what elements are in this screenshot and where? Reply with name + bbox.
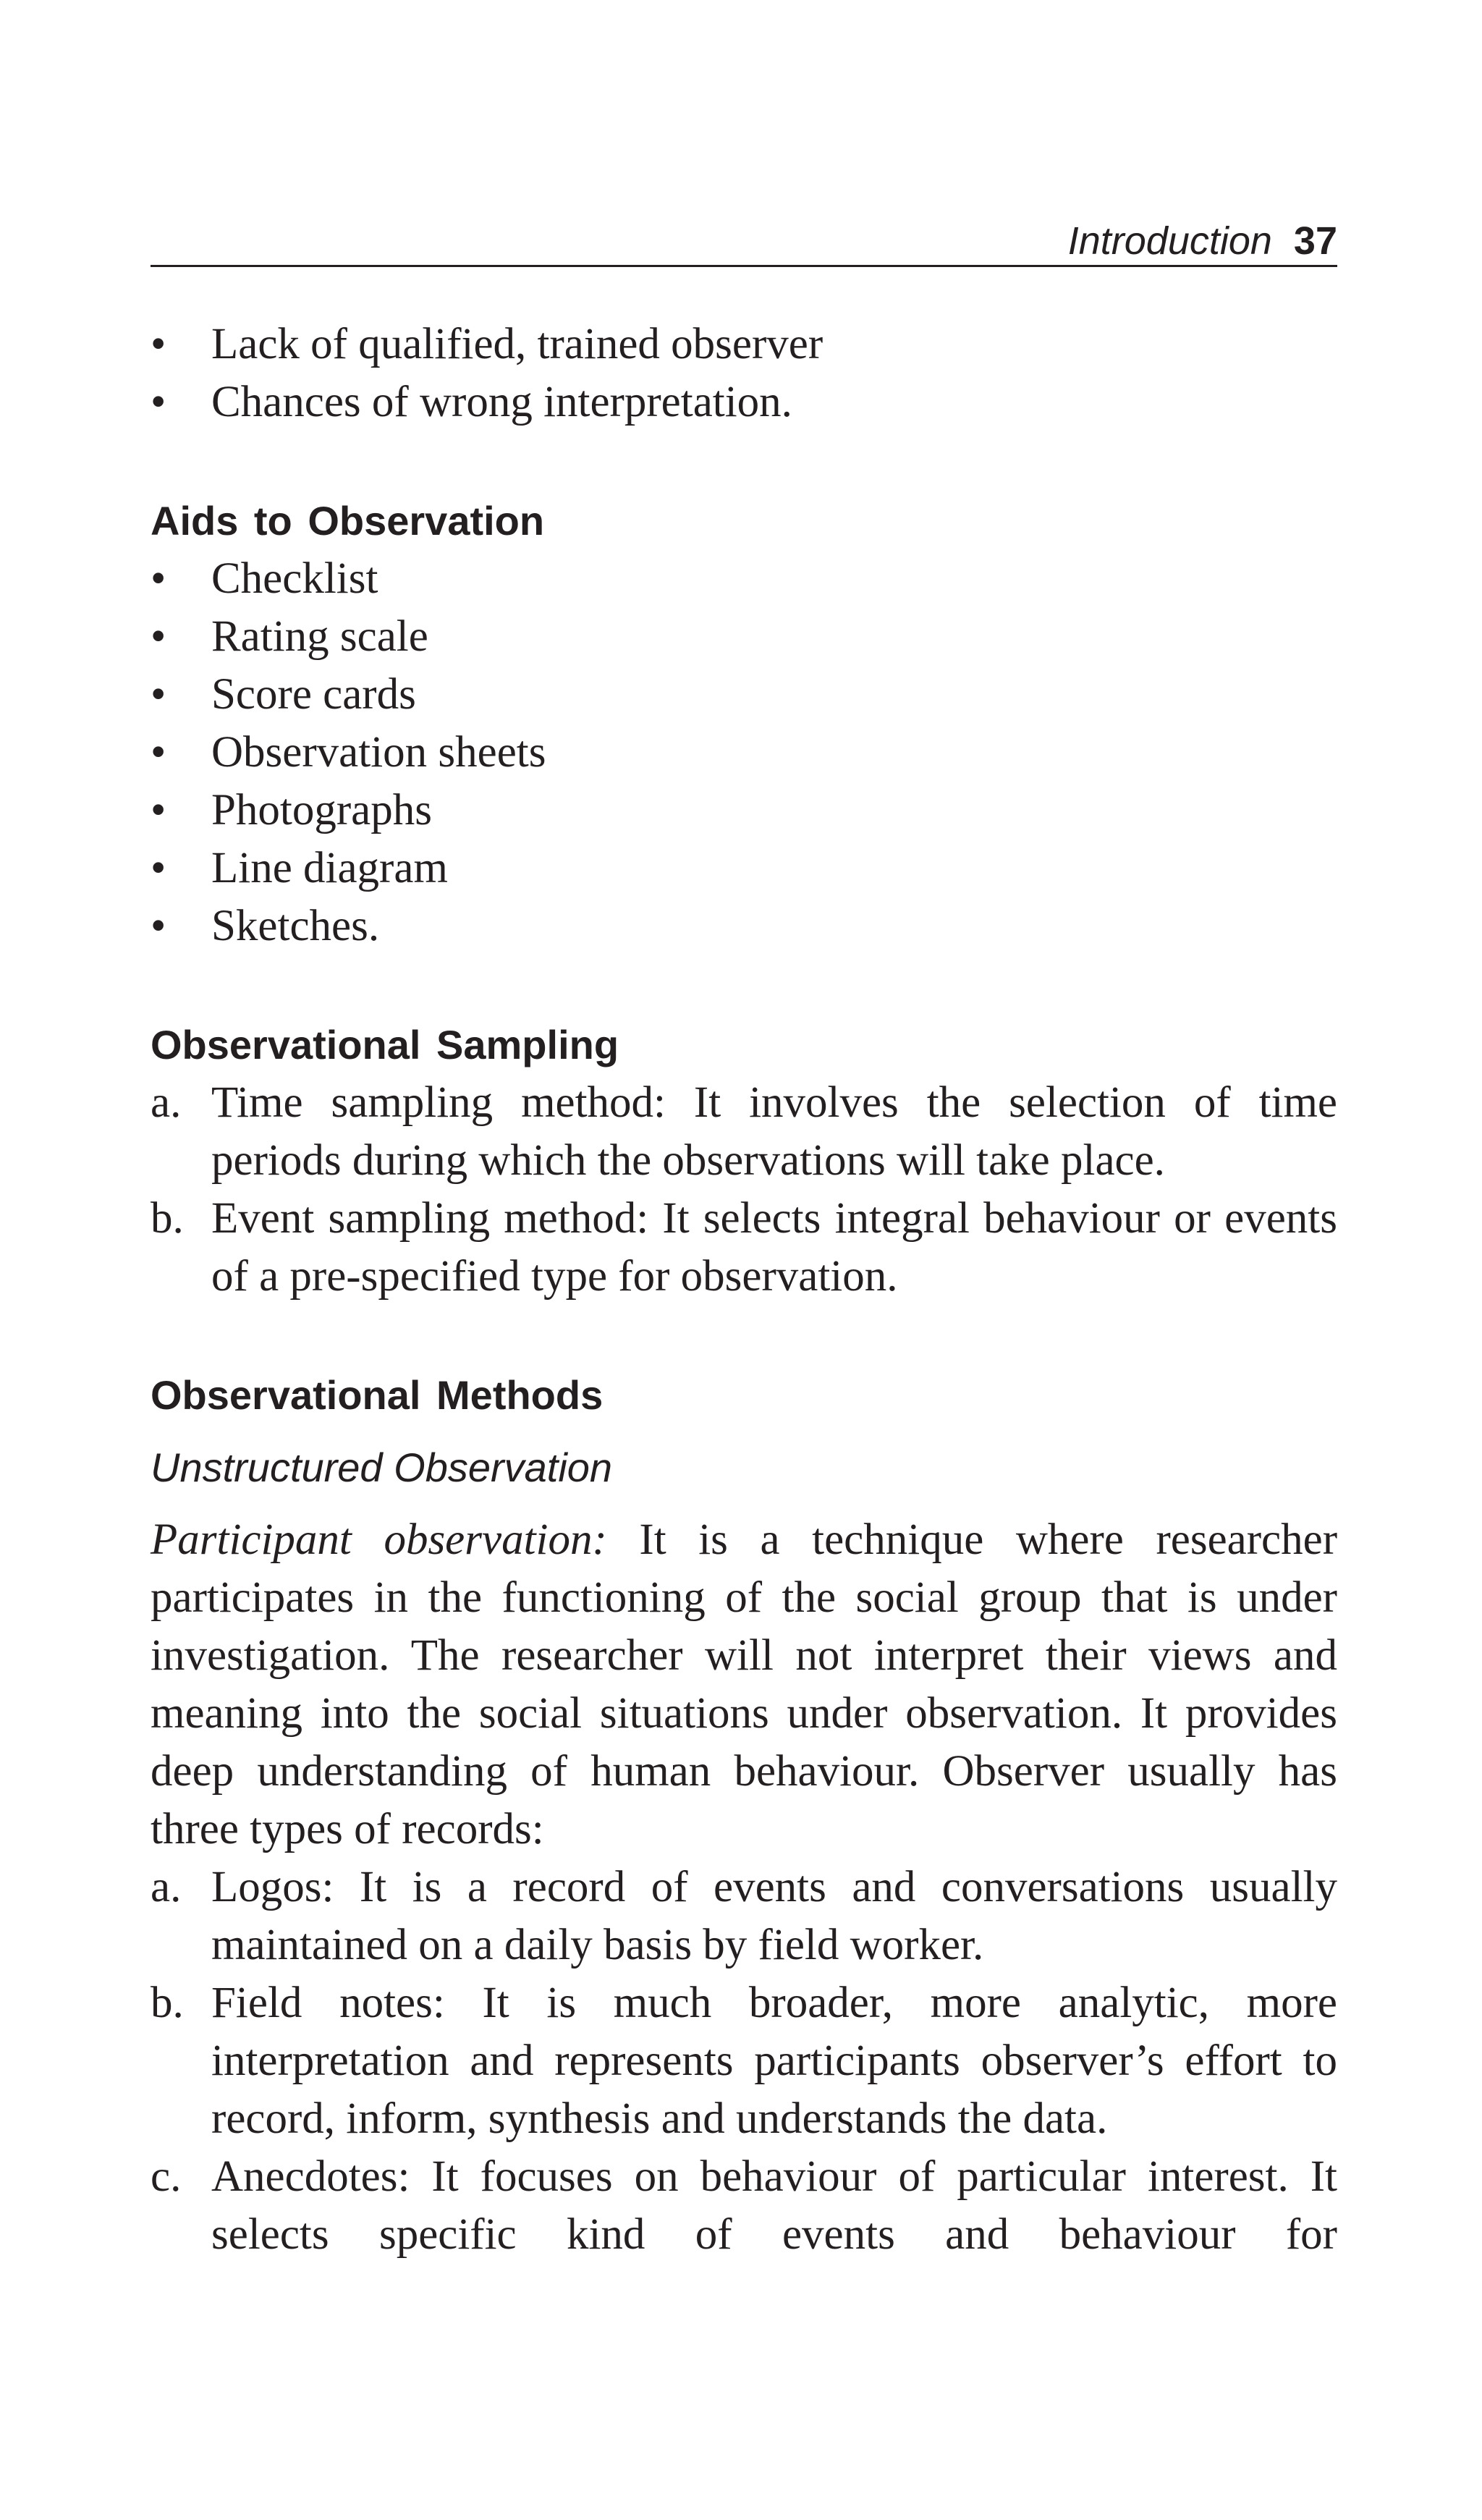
paragraph-participant-observation — [151, 1511, 1337, 1859]
list-item: • Sketches. — [151, 897, 1337, 955]
list-item-text: Time sampling method: It involves the selection of time periods during which the observations will take place. — [211, 1078, 1337, 1185]
list-marker: c. — [151, 2152, 182, 2201]
paragraph-body: It is a technique where researcher participates in the functioning of the social group that is under investigation. The researcher will not interpret their views and meaning into the social situations under observation. It provides deep understanding of human behaviour. Observer usually has three types of records: — [151, 1515, 1338, 1853]
page-body — [151, 316, 1337, 2264]
list-item: • Chances of wrong interpretation. — [151, 373, 1337, 431]
list-item — [151, 1074, 1337, 1190]
list-item — [151, 1974, 1337, 2148]
list-item: • Photographs — [151, 782, 1337, 840]
subheading-unstructured: Unstructured Observation — [151, 1445, 613, 1490]
paragraph-lead: Participant observation: — [151, 1515, 607, 1564]
list-item: • Observation sheets — [151, 724, 1337, 782]
section-heading-aids: Aids to Observation — [151, 498, 545, 544]
list-item — [151, 1859, 1337, 1974]
top-bullet-list — [151, 316, 1337, 431]
list-item-text: Anecdotes: It focuses on behaviour of particular interest. It selects specific kind of events and behaviour for — [211, 2152, 1337, 2259]
page-number: 37 — [1293, 219, 1337, 263]
list-item-text: Field notes: It is much broader, more analytic, more interpretation and represents participants observer’s effort to record, inform, synthesis and understands the data. — [211, 1979, 1337, 2143]
list-marker: b. — [151, 1194, 184, 1243]
section-heading-sampling: Observational Sampling — [151, 1022, 619, 1067]
sampling-list — [151, 1074, 1337, 1306]
list-item: • Lack of qualified, trained observer — [151, 316, 1337, 373]
list-marker: a. — [151, 1863, 182, 1911]
list-marker: a. — [151, 1078, 182, 1127]
list-item: • Rating scale — [151, 608, 1337, 666]
records-list — [151, 1859, 1337, 2264]
list-marker: b. — [151, 1979, 184, 2027]
running-head — [151, 217, 1337, 267]
list-item-text: Logos: It is a record of events and conversations usually maintained on a daily basis by field worker. — [211, 1863, 1337, 1969]
list-item: • Score cards — [151, 666, 1337, 724]
list-item — [151, 1190, 1337, 1306]
running-head-title: Introduction — [1067, 219, 1272, 263]
list-item — [151, 2148, 1337, 2264]
aids-list — [151, 550, 1337, 955]
list-item: • Checklist — [151, 550, 1337, 608]
list-item: • Line diagram — [151, 840, 1337, 897]
section-heading-methods: Observational Methods — [151, 1372, 604, 1418]
list-item-text: Event sampling method: It selects integral behaviour or events of a pre-specified type for observation. — [211, 1194, 1337, 1301]
